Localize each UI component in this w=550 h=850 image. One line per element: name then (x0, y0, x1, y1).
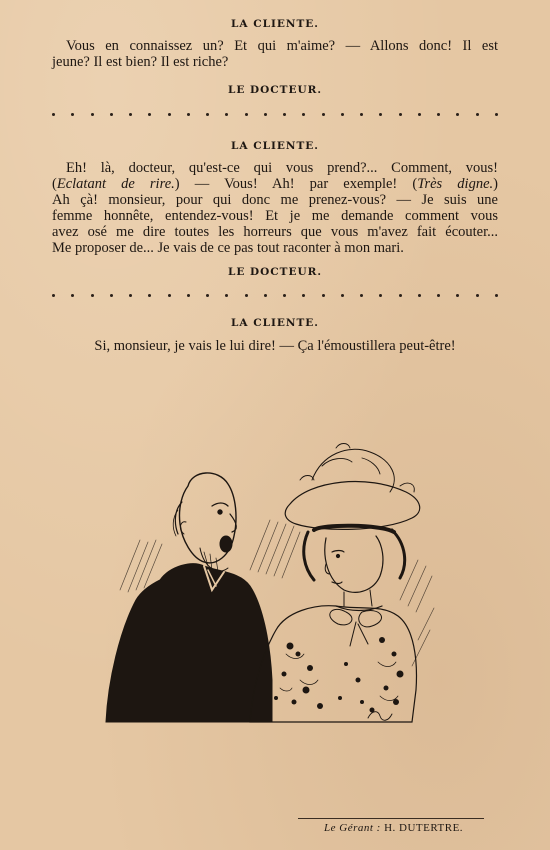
speaker-la-cliente-2: LA CLIENTE. (231, 140, 319, 152)
speaker-la-cliente-1: LA CLIENTE. (231, 18, 319, 30)
footer-label: Le Gérant : (324, 822, 381, 834)
speaker-la-cliente-3: LA CLIENTE. (231, 317, 319, 329)
speech-cliente-2 (52, 160, 498, 256)
engraving-doctor-and-lady-illustration (100, 440, 440, 730)
speech-line: Vous en connaissez un? Et qui m'aime? — Allons donc! Il est (66, 38, 498, 54)
footer-gerant (324, 822, 463, 834)
footer-name: H. DUTERTRE. (384, 822, 464, 834)
speech-line: avez osé me dire toutes les horreurs que vous m'avez fait écouter... (52, 224, 498, 240)
footer-rule (298, 818, 484, 819)
speech-cliente-1 (52, 38, 498, 70)
speech-line: femme honnête, entendez-vous! Et je me demande comment vous (52, 208, 498, 224)
speech-line: Eh! là, docteur, qu'est-ce qui vous prend?... Comment, vous! (66, 160, 498, 176)
speaker-le-docteur-2: LE DOCTEUR. (227, 266, 322, 278)
speaker-le-docteur-1: LE DOCTEUR. (227, 84, 322, 96)
ellipsis-dots-1 (52, 113, 498, 116)
ellipsis-dots-2 (52, 294, 498, 297)
speech-cliente-3: Si, monsieur, je vais le lui dire! — Ça l'émoustillera peut-être! (94, 338, 456, 354)
speech-line: jeune? Il est bien? Il est riche? (52, 54, 229, 70)
speech-line: (Eclatant de rire.) — Vous! Ah! par exemple! (Très digne.) (52, 176, 498, 192)
speech-line: Ah çà! monsieur, pour qui donc me prenez-vous? — Je suis une (52, 192, 498, 208)
speech-line: Me proposer de... Je vais de ce pas tout raconter à mon mari. (52, 240, 404, 256)
